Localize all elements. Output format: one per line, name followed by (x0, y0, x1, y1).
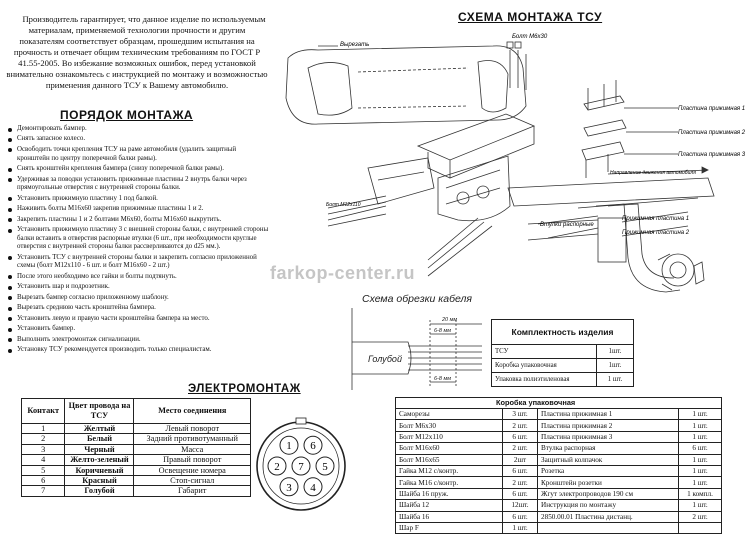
contact-row (22, 444, 251, 454)
packing-row (396, 500, 722, 511)
item-name-left: Болт М6х30 (396, 420, 503, 431)
packing-row (396, 420, 722, 431)
item-qty-left: 6 шт. (503, 511, 538, 522)
installation-step: Установить ТСУ с внутренней стороны балки и закрепить согласно приложенной схемы (болт М12х110 - 6 шт. и болт М16х60 - 2 шт.) (2, 254, 270, 271)
socket-pin-number: 7 (298, 461, 304, 473)
item-qty-left: 6 шт. (503, 431, 538, 442)
wire-color: Голубой (65, 486, 134, 496)
cable-cutting-scheme (346, 290, 488, 400)
label-bolt-m6x30: Болт М6х30 (512, 34, 548, 40)
label-direction: Направление движения автомобиля (610, 170, 696, 176)
installation-step: Наживить болты М16х60 закрепив прижимные пластины 1 и 2. (2, 205, 270, 214)
item-name-left: Шайба 16 пруж. (396, 488, 503, 499)
packing-row (396, 522, 722, 533)
item-name-right: Инструкция по монтажу (538, 500, 679, 511)
item-name-left: Болт М16х65 (396, 454, 503, 465)
installation-steps-list (2, 125, 270, 357)
installation-step: Установить прижимную пластину 1 под балкой. (2, 195, 270, 204)
bumper-outline (286, 46, 526, 124)
label-plate-3: Пластина прижимная 3 (678, 152, 746, 158)
item-name-right: Кронштейн розетки (538, 477, 679, 488)
contacts-table (21, 398, 251, 497)
contact-row (22, 455, 251, 465)
item-qty-left: 1 шт. (503, 522, 538, 533)
contact-row (22, 424, 251, 434)
socket-pin-number: 3 (286, 481, 292, 494)
contact-number: 3 (22, 444, 65, 454)
installation-step: Установить левую и правую части кронштейна бампера на место. (2, 315, 270, 324)
label-bushings: Втулки распорные (540, 222, 594, 228)
label-cutout: Вырезать (340, 42, 370, 48)
item-qty-right: 1 шт. (679, 420, 722, 431)
label-plate-bottom-2: Прижимная пластина 2 (622, 230, 690, 236)
completeness-title: Комплектность изделия (492, 320, 634, 345)
item-name-right: 2850.00.01 Пластина дистанц. (538, 511, 679, 522)
installation-step: После этого необходимо все гайки и болты подтянуть. (2, 273, 270, 282)
installation-order-title: ПОРЯДОК МОНТАЖА (60, 108, 194, 122)
installation-step: Выполнить электромонтаж сигнализации. (2, 336, 270, 345)
frame-beam (418, 114, 534, 160)
item-qty-left: 2шт (503, 454, 538, 465)
item-qty-left: 3 шт. (503, 409, 538, 420)
item-qty-right: 1 шт. (679, 431, 722, 442)
contact-number: 7 (22, 486, 65, 496)
item-qty-right: 1 шт. (679, 465, 722, 476)
item-name-right: Розетка (538, 465, 679, 476)
packing-row (396, 431, 722, 442)
bolt-m6x30-group (507, 42, 526, 90)
socket-pin-number: 5 (322, 461, 328, 473)
bumper-cutout (308, 62, 352, 115)
connection-place: Масса (134, 444, 251, 454)
item-qty-right: 6 шт. (679, 443, 722, 454)
wire-color: Красный (65, 476, 134, 486)
installation-step: Закрепить пластины 1 и 2 болтами М6х60, болты М16х60 выкрутить. (2, 216, 270, 225)
item-name-left: Шар F (396, 522, 503, 533)
item-name: Упаковка полиэтиленовая (492, 373, 597, 387)
item-qty-right: 1 шт. (679, 454, 722, 465)
item-name-right: Защитный колпачок (538, 454, 679, 465)
packing-row (396, 465, 722, 476)
packing-row (396, 409, 722, 420)
item-qty-right: 2 шт. (679, 511, 722, 522)
intro-text (6, 14, 268, 91)
packing-row (396, 454, 722, 465)
socket-pin-number: 2 (274, 461, 280, 473)
label-plate-1: Пластина прижимная 1 (678, 106, 746, 112)
contact-number: 6 (22, 476, 65, 486)
item-name-right: Пластина прижимная 1 (538, 409, 679, 420)
contact-row (22, 465, 251, 475)
item-qty-right: 1 шт. (679, 500, 722, 511)
installation-step: Установить бампер. (2, 325, 270, 334)
wire-color: Черный (65, 444, 134, 454)
installation-step: Снять запасное колесо. (2, 135, 270, 144)
item-qty-left: 2 шт. (503, 420, 538, 431)
completeness-row (492, 359, 634, 373)
installation-step: Вырезать среднюю часть кронштейна бампера. (2, 304, 270, 313)
cable-label: Голубой (368, 354, 402, 364)
item-name-left: Гайка М12 с/контр. (396, 465, 503, 476)
packing-row (396, 511, 722, 522)
installation-step: Удерживая за поводки установить прижимные пластины 2 внутрь балки через прямоугольные отверстия с внутренней стороны балки. (2, 176, 270, 193)
installation-step: Вырезать бампер согласно приложенному шаблону. (2, 294, 270, 303)
wire-color: Желтый (65, 424, 134, 434)
header-connection: Место соединения (134, 399, 251, 424)
item-name-right: Пластина прижимная 3 (538, 431, 679, 442)
item-qty: 1шт. (597, 345, 634, 359)
item-qty-left: 6 шт. (503, 488, 538, 499)
item-name-left: Болт М12х110 (396, 431, 503, 442)
label-plate-bottom-1: Прижимная пластина 1 (622, 216, 690, 222)
item-qty: 1 шт. (597, 373, 634, 387)
cable-scheme-title: Схема обрезки кабеля (362, 293, 473, 305)
packing-row (396, 477, 722, 488)
packing-row (396, 443, 722, 454)
completeness-table (491, 319, 634, 387)
connection-place: Габарит (134, 486, 251, 496)
item-qty-right: 1 шт. (679, 409, 722, 420)
item-qty-left: 6 шт. (503, 465, 538, 476)
item-name-right (538, 522, 679, 533)
contact-number: 1 (22, 424, 65, 434)
installation-step: Демонтировать бампер. (2, 125, 270, 134)
wire-color: Коричневый (65, 465, 134, 475)
item-name: Коробка упаковочная (492, 359, 597, 373)
item-name-right: Пластина прижимная 2 (538, 420, 679, 431)
contact-number: 2 (22, 434, 65, 444)
item-qty: 1шт. (597, 359, 634, 373)
installation-step: Освободить точки крепления ТСУ на раме автомобиля (удалить защитный кронштейн по центру поперечной балки рамы). (2, 146, 270, 163)
item-name-left: Гайка М16 с/контр. (396, 477, 503, 488)
label-plate-2: Пластина прижимная 2 (678, 130, 746, 136)
header-contact: Контакт (22, 399, 65, 424)
item-name-left: Саморезы (396, 409, 503, 420)
wire-color: Желто-зеленый (65, 455, 134, 465)
dim-6-8mm-bottom: 6-8 мм (434, 376, 452, 382)
dim-6-8mm-top: 6-8 мм (434, 328, 452, 334)
socket-pin-number: 1 (286, 440, 292, 453)
item-qty-left: 2 шт. (503, 477, 538, 488)
connection-place: Задний противотуманный (134, 434, 251, 444)
socket-pin-number: 4 (310, 481, 316, 494)
wire-color: Белый (65, 434, 134, 444)
item-name-right: Жгут электропроводов 190 см (538, 488, 679, 499)
installation-step: Установить шар и подрозетник. (2, 283, 270, 292)
installation-step: Установку ТСУ рекомендуется производить только специалистам. (2, 346, 270, 355)
completeness-row (492, 373, 634, 387)
plates-illustration (582, 80, 678, 178)
item-name-left: Шайба 12 (396, 500, 503, 511)
item-name: ТСУ (492, 345, 597, 359)
contact-number: 5 (22, 465, 65, 475)
contact-row (22, 434, 251, 444)
intro-paragraph: Производитель гарантирует, что данное изделие по используемым материалам, применяемой технологии прочности и другим показателям соответствует образцам, прошедшим испытания на прочность и отвечает общим техническим требованиям по ГОСТ Р 41.55-2005. Во избежание возможных ошибок, перед установкой внимательно ознакомьтесь с инструкцией по монтажу и возможностью применения данного ТСУ к Вашему автомобилю. (6, 14, 268, 90)
installation-step: Установить прижимную пластину 3 с внешней стороны балки, с внутренней стороны балки вставить в отверстия распорные втулки (6 шт., при необходимости круглые отверстия с внутренней стороны балки рассверливаются до d25 мм.). (2, 226, 270, 252)
item-qty-right: 1 компл. (679, 488, 722, 499)
socket-pin-number: 6 (310, 440, 316, 453)
installation-scheme-title: СХЕМА МОНТАЖА ТСУ (458, 10, 603, 24)
item-qty-right: 1 шт. (679, 477, 722, 488)
item-qty-left: 12шт. (503, 500, 538, 511)
contact-row (22, 486, 251, 496)
packing-box-title: Коробка упаковочная (396, 398, 722, 409)
electrical-title: ЭЛЕКТРОМОНТАЖ (188, 383, 301, 395)
item-name-right: Втулка распорная (538, 443, 679, 454)
label-bolt-m12x110: Болт М12х110 (326, 202, 361, 208)
socket-diagram (254, 404, 348, 550)
watermark: farkop-center.ru (270, 263, 416, 283)
connection-place: Стоп-сигнал (134, 476, 251, 486)
item-name-left: Шайба 16 (396, 511, 503, 522)
item-qty-left: 2 шт. (503, 443, 538, 454)
packing-box-table (395, 397, 722, 534)
contact-row (22, 476, 251, 486)
header-wire-color: Цвет провода на ТСУ (65, 399, 134, 424)
completeness-row (492, 345, 634, 359)
connection-place: Освещение номера (134, 465, 251, 475)
item-name-left: Болт М16х60 (396, 443, 503, 454)
installation-step: Снять кронштейн крепления бампера (снизу поперечной балки рамы). (2, 165, 270, 174)
item-qty-right (679, 522, 722, 533)
contact-number: 4 (22, 455, 65, 465)
dim-20mm: 20 мм (442, 317, 458, 323)
connection-place: Правый поворот (134, 455, 251, 465)
packing-row (396, 488, 722, 499)
connection-place: Левый поворот (134, 424, 251, 434)
